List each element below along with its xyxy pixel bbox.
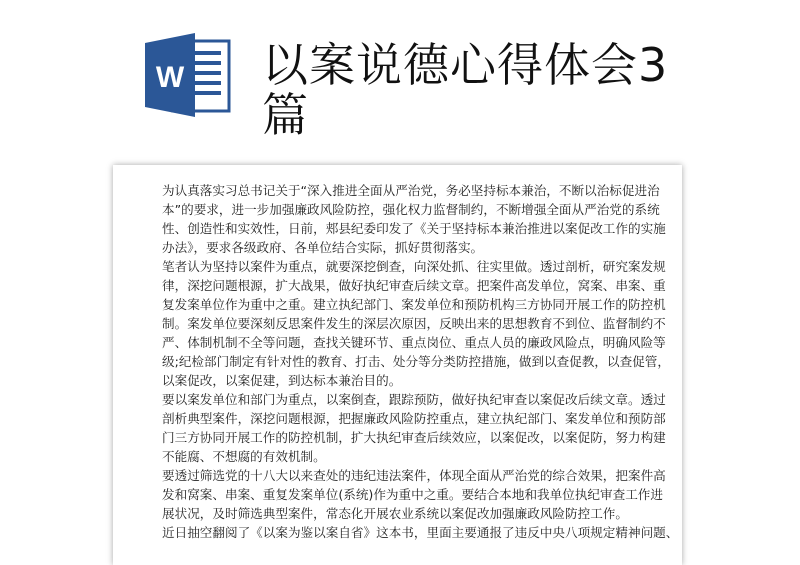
document-text-line: 制。案发单位要深刻反思案件发生的深层次原因，反映出来的思想教育不到位、监督制约不 [162, 316, 666, 331]
document-text-line: 办法》，要求各级政府、各单位结合实际，抓好贯彻落实。 [162, 240, 484, 255]
document-text-line: 以案促改，以案促建，到达标本兼治目的。 [162, 373, 402, 388]
document-text-line: 律，深挖问题根源，扩大战果，做好执纪审查后续文章。把案件高发单位，窝案、串案、重 [162, 278, 666, 293]
document-title: 以案说德心得体会3篇 [262, 38, 669, 142]
document-page [113, 165, 682, 565]
document-text-line: 为认真落实习总书记关于“深入推进全面从严治党，务必坚持标本兼治，不断以治标促进治 [162, 183, 660, 198]
document-text-line: 复发案单位作为重中之重。建立执纪部门、案发单位和预防机构三方协同开展工作的防控机 [162, 297, 666, 312]
svg-text:W: W [155, 61, 185, 94]
document-text-line: 要透过筛选党的十八大以来查处的违纪违法案件，体现全面从严治党的综合效果，把案件高 [162, 468, 666, 483]
word-document-icon [143, 33, 233, 117]
document-text-line: 门三方协同开展工作的防控机制，扩大执纪审查后续效应，以案促改，以案促防，努力构建 [162, 430, 666, 445]
document-text-line: 性、创造性和实效性，日前，郏县纪委印发了《关于坚持标本兼治推进以案促改工作的实施 [162, 221, 666, 236]
document-text-line: 级;纪检部门制定有针对性的教育、打击、处分等分类防控措施，做到以查促教，以查促管， [162, 354, 670, 369]
document-text-line: 本”的要求，进一步加强廉政风险防控，强化权力监督制约，不断增强全面从严治党的系统 [162, 202, 660, 217]
document-text-line: 笔者认为坚持以案件为重点，就要深挖倒查，向深处抓、往实里做。透过剖析，研究案发规 [162, 259, 666, 274]
document-text-line: 要以案发单位和部门为重点，以案倒查，跟踪预防，做好执纪审查以案促改后续文章。透过 [162, 392, 666, 407]
document-text-line: 不能腐、不想腐的有效机制。 [162, 449, 326, 464]
document-text-line: 发和窝案、串案、重复发案单位(系统)作为重中之重。要结合本地和我单位执纪审查工作进 [162, 487, 663, 502]
document-text-line: 严、体制机制不全等问题，查找关键环节、重点岗位、重点人员的廉政风险点，明确风险等 [162, 335, 666, 350]
document-text-line: 近日抽空翻阅了《以案为鉴以案自省》这本书，里面主要通报了违反中央八项规定精神问题、 [162, 525, 679, 540]
document-text-line: 展状况，及时筛选典型案件，常态化开展农业系统以案促改加强廉政风险防控工作。 [162, 506, 628, 521]
document-text-line: 剖析典型案件，深挖问题根源，把握廉政风险防控重点，建立执纪部门、案发单位和预防部 [162, 411, 666, 426]
